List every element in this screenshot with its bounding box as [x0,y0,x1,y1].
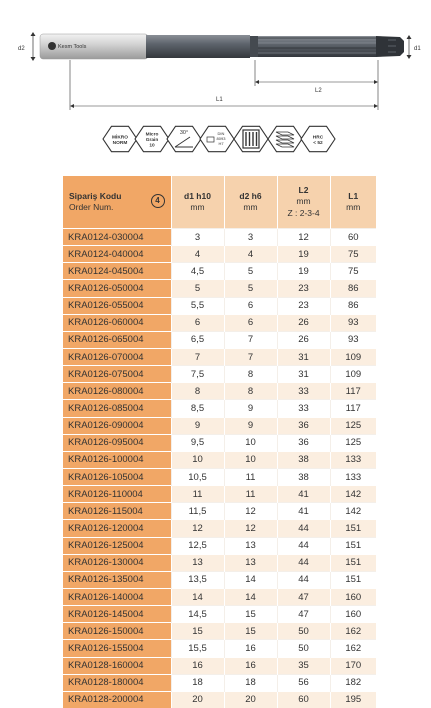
order-code-cell: KRA0126-115004 [63,503,171,520]
table-row [63,520,376,537]
l1-cell: 125 [330,434,376,451]
d1-cell: 11 [171,486,224,503]
d1-cell: 4,5 [171,263,224,280]
table-row [63,331,376,348]
tolerance-icon [200,126,234,151]
header-l2 [277,176,330,229]
order-code-cell: KRA0124-040004 [63,246,171,263]
d1-cell: 12 [171,520,224,537]
l1-cell: 142 [330,503,376,520]
d2-cell: 8 [224,383,277,400]
header-d2-title: d2 h6 [239,190,262,201]
order-code-cell: KRA0126-120004 [63,520,171,537]
l2-cell: 56 [277,674,330,691]
l2-cell: 23 [277,297,330,314]
d2-cell: 7 [224,331,277,348]
d2-cell: 20 [224,691,277,708]
l2-cell: 36 [277,417,330,434]
micro-grain-icon [135,126,169,151]
d1-cell: 10 [171,451,224,468]
icon-text: DIN [217,131,225,136]
flute-count-badge: 4 [151,194,165,208]
l2-cell: 12 [277,229,330,246]
l1-cell: 93 [330,314,376,331]
l1-cell: 117 [330,400,376,417]
l2-cell: 41 [277,503,330,520]
d2-cell: 12 [224,503,277,520]
order-code-cell: KRA0128-200004 [63,691,171,708]
l1-cell: 93 [330,331,376,348]
table-row [63,417,376,434]
d2-cell: 9 [224,400,277,417]
d1-cell: 15 [171,623,224,640]
l1-cell: 162 [330,640,376,657]
d1-cell: 16 [171,657,224,674]
d2-cell: 12 [224,520,277,537]
icon-text: < 52 [313,140,323,146]
order-code-cell: KRA0126-075004 [63,366,171,383]
d1-cell: 13,5 [171,571,224,588]
order-code-cell: KRA0126-070004 [63,348,171,365]
header-code-subtitle: Order Num. [69,202,114,212]
table-row [63,229,376,246]
header-d1-unit: mm [190,202,205,212]
l2-cell: 47 [277,588,330,605]
d2-cell: 5 [224,280,277,297]
header-l2-title: L2 [298,184,309,195]
order-code-cell: KRA0126-105004 [63,468,171,485]
order-code-cell: KRA0126-145004 [63,606,171,623]
icon-text: 30° [179,130,189,136]
brand-logo-icon [48,42,56,50]
tool-drawing [0,0,431,115]
d2-cell: 16 [224,640,277,657]
d2-cell: 11 [224,468,277,485]
d2-cell: 4 [224,246,277,263]
l2-cell: 44 [277,571,330,588]
d2-cell: 5 [224,263,277,280]
l2-cell: 41 [277,486,330,503]
header-l1-title: L1 [348,190,359,201]
d1-label: d1 [414,46,421,52]
order-code-cell: KRA0126-080004 [63,383,171,400]
table-row [63,537,376,554]
l1-cell: 117 [330,383,376,400]
d2-cell: 16 [224,657,277,674]
order-code-cell: KRA0126-055004 [63,297,171,314]
order-code-cell: KRA0124-030004 [63,229,171,246]
l2-cell: 60 [277,691,330,708]
l1-cell: 86 [330,297,376,314]
l1-cell: 160 [330,588,376,605]
table-row [63,434,376,451]
d1-cell: 9,5 [171,434,224,451]
l2-cell: 50 [277,640,330,657]
table-row [63,674,376,691]
d1-cell: 6,5 [171,331,224,348]
d1-cell: 18 [171,674,224,691]
l2-cell: 19 [277,263,330,280]
icon-text: NORM [112,140,128,146]
d1-cell: 11,5 [171,503,224,520]
l1-cell: 142 [330,486,376,503]
header-order-code [63,176,171,229]
order-code-cell: KRA0128-180004 [63,674,171,691]
l1-cell: 151 [330,537,376,554]
d1-cell: 13 [171,554,224,571]
table-row [63,503,376,520]
header-d2-unit: mm [243,202,258,212]
l2-cell: 31 [277,348,330,365]
micro-norm-icon [103,126,137,151]
l2-cell: 47 [277,606,330,623]
header-l2-note: Z : 2-3-4 [287,207,320,218]
l1-cell: 75 [330,246,376,263]
d1-cell: 7 [171,348,224,365]
header-code-title: Sipariş Kodu [69,190,122,201]
order-code-cell: KRA0128-160004 [63,657,171,674]
d1-cell: 10,5 [171,468,224,485]
icon-text: Micro [145,132,159,138]
table-row [63,640,376,657]
l1-cell: 162 [330,623,376,640]
table-row [63,657,376,674]
d1-cell: 14,5 [171,606,224,623]
table-row [63,314,376,331]
order-code-cell: KRA0126-090004 [63,417,171,434]
l1-cell: 60 [330,229,376,246]
l2-cell: 31 [277,366,330,383]
product-table [63,176,376,708]
l1-cell: 151 [330,554,376,571]
d2-cell: 15 [224,606,277,623]
l1-cell: 109 [330,366,376,383]
icon-text: 10 [149,143,155,149]
l2-cell: 33 [277,383,330,400]
order-code-cell: KRA0126-110004 [63,486,171,503]
table-row [63,588,376,605]
order-code-cell: KRA0126-065004 [63,331,171,348]
order-code-cell: KRA0126-130004 [63,554,171,571]
l1-label: L1 [216,97,223,103]
property-icons [0,121,431,157]
d2-cell: 18 [224,674,277,691]
d1-cell: 6 [171,314,224,331]
l2-cell: 44 [277,537,330,554]
d1-cell: 20 [171,691,224,708]
brand-name: Kesm Tools [58,44,87,50]
l1-cell: 160 [330,606,376,623]
d1-cell: 4 [171,246,224,263]
icon-text: HRC [312,135,324,141]
l2-cell: 44 [277,520,330,537]
l2-cell: 38 [277,451,330,468]
icon-text: Grain [145,138,159,143]
d2-cell: 6 [224,297,277,314]
order-code-cell: KRA0126-140004 [63,588,171,605]
l1-cell: 170 [330,657,376,674]
order-code-cell: KRA0126-135004 [63,571,171,588]
table-body [63,229,376,708]
table-row [63,571,376,588]
table-row [63,348,376,365]
d1-cell: 15,5 [171,640,224,657]
l1-cell: 133 [330,468,376,485]
order-code-cell: KRA0126-060004 [63,314,171,331]
d1-cell: 5 [171,280,224,297]
icon-text: H7 [218,141,224,146]
l1-cell: 125 [330,417,376,434]
d2-cell: 14 [224,588,277,605]
d1-cell: 12,5 [171,537,224,554]
table-row [63,280,376,297]
material-icon [268,126,302,151]
l2-cell: 33 [277,400,330,417]
table-row [63,263,376,280]
l2-cell: 26 [277,314,330,331]
l1-cell: 151 [330,520,376,537]
d1-cell: 3 [171,229,224,246]
d2-cell: 13 [224,537,277,554]
d2-cell: 15 [224,623,277,640]
d2-cell: 10 [224,451,277,468]
l2-cell: 19 [277,246,330,263]
d1-cell: 8,5 [171,400,224,417]
d1-cell: 7,5 [171,366,224,383]
d2-cell: 14 [224,571,277,588]
d2-cell: 8 [224,366,277,383]
d2-cell: 7 [224,348,277,365]
header-l2-unit: mm [296,196,311,207]
table-row [63,246,376,263]
l2-cell: 44 [277,554,330,571]
header-d1 [171,176,224,229]
d2-cell: 13 [224,554,277,571]
d1-cell: 14 [171,588,224,605]
table-row [63,554,376,571]
table-row [63,383,376,400]
d2-cell: 3 [224,229,277,246]
d2-label: d2 [18,46,25,52]
table-row [63,366,376,383]
table-row [63,297,376,314]
table-row [63,468,376,485]
l1-cell: 151 [330,571,376,588]
l1-cell: 182 [330,674,376,691]
order-code-cell: KRA0126-050004 [63,280,171,297]
l2-cell: 26 [277,331,330,348]
icon-text: 8093 [216,136,226,141]
d2-cell: 10 [224,434,277,451]
l2-label: L2 [315,88,322,94]
hrc-icon [301,126,335,151]
l1-cell: 109 [330,348,376,365]
tool-body [146,35,250,58]
l2-cell: 50 [277,623,330,640]
table-row [63,451,376,468]
tool-flutes [250,36,376,57]
order-code-cell: KRA0126-125004 [63,537,171,554]
order-code-cell: KRA0126-095004 [63,434,171,451]
table-row [63,606,376,623]
header-d1-title: d1 h10 [184,190,211,201]
l2-cell: 36 [277,434,330,451]
table-row [63,623,376,640]
d1-cell: 5,5 [171,297,224,314]
l1-cell: 133 [330,451,376,468]
l1-cell: 75 [330,263,376,280]
header-l1-unit: mm [346,202,361,212]
d1-cell: 9 [171,417,224,434]
d2-cell: 11 [224,486,277,503]
table-row [63,400,376,417]
tool-shank [40,34,148,59]
order-code-cell: KRA0126-085004 [63,400,171,417]
angle-30-icon [167,126,201,151]
table-row [63,486,376,503]
d2-cell: 9 [224,417,277,434]
tool-tip [376,36,404,57]
l1-cell: 195 [330,691,376,708]
header-d2 [224,176,277,229]
l1-cell: 86 [330,280,376,297]
order-code-cell: KRA0126-100004 [63,451,171,468]
d2-cell: 6 [224,314,277,331]
d1-cell: 8 [171,383,224,400]
l2-cell: 23 [277,280,330,297]
header-l1 [330,176,376,229]
order-code-cell: KRA0126-150004 [63,623,171,640]
l2-cell: 35 [277,657,330,674]
flute-section-icon [234,126,268,151]
l2-cell: 38 [277,468,330,485]
order-code-cell: KRA0126-155004 [63,640,171,657]
icon-text: MİKRO [112,135,128,141]
order-code-cell: KRA0124-045004 [63,263,171,280]
table-header-row [63,176,376,229]
